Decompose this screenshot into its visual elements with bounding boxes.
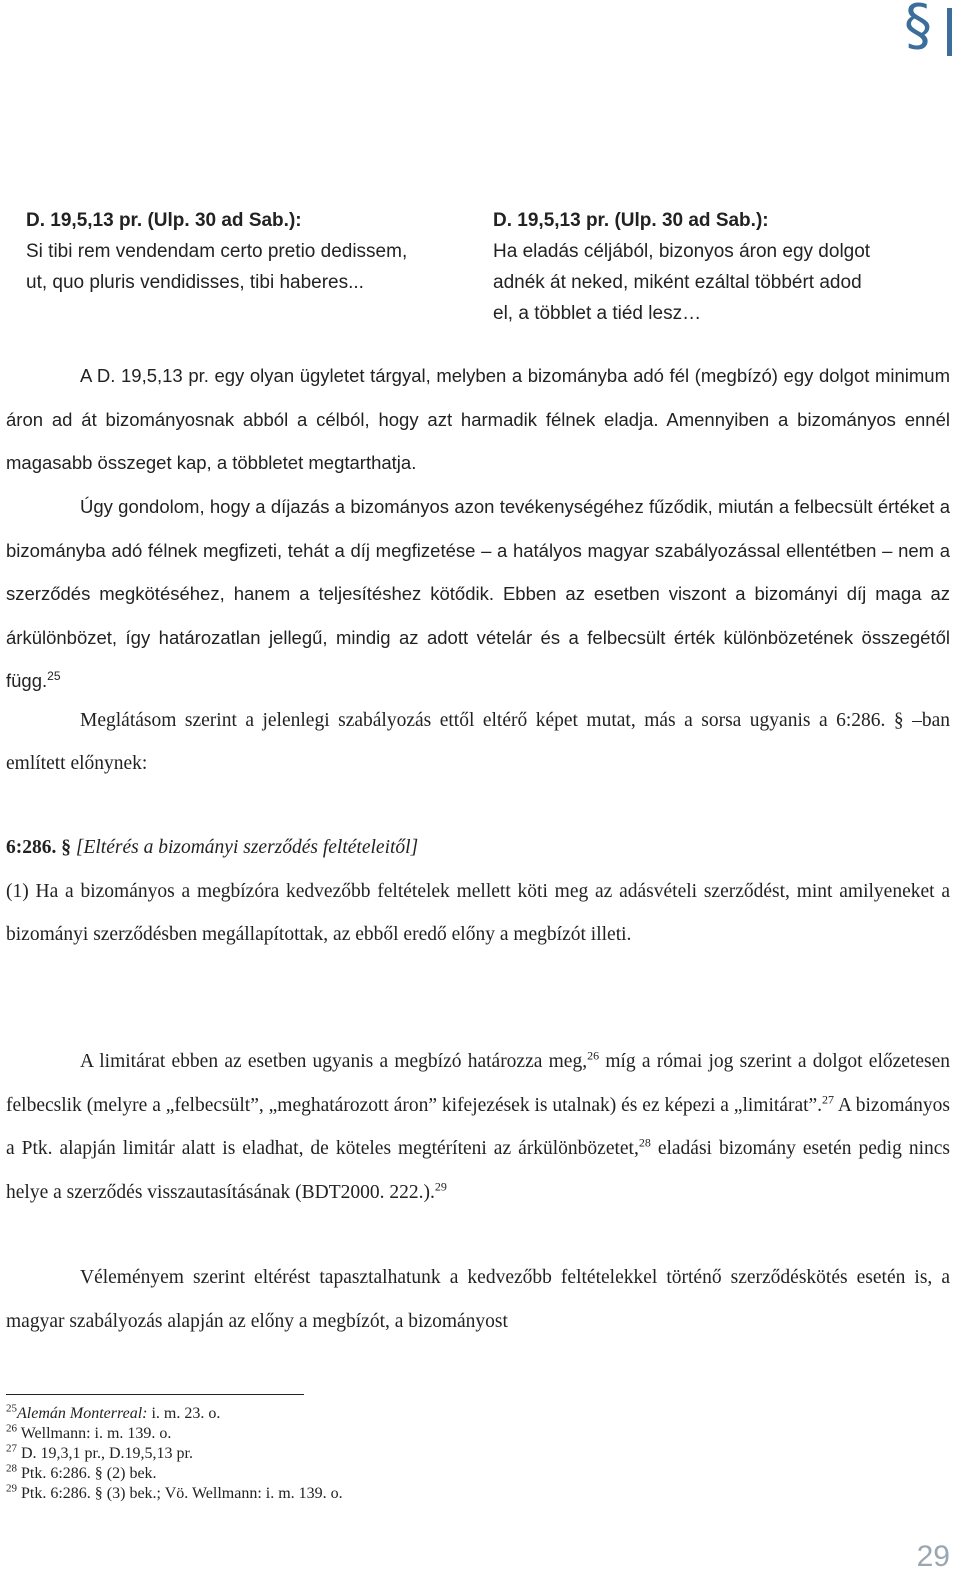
- footnote-text: Ptk. 6:286. § (2) bek.: [21, 1465, 157, 1482]
- footnote-separator: [6, 1394, 304, 1395]
- page-number: 29: [916, 1540, 950, 1573]
- footnote-number: 28: [6, 1462, 17, 1475]
- footnotes: [6, 1404, 343, 1504]
- hungarian-quote: [493, 205, 943, 329]
- law-citation: [6, 826, 950, 957]
- law-text: (1) Ha a bizományos a megbízóra kedvezőbb feltételek mellett köti meg az adásvételi szerződést, mint amilyeneket a bizományi szerződésben megállapítottak, az ebből eredő előny a megbízót illeti.: [6, 880, 950, 945]
- footnote-text: D. 19,3,1 pr., D.19,5,13 pr.: [21, 1445, 193, 1462]
- footnote-number: 26: [6, 1422, 17, 1435]
- paragraph-4-part: A limitárat ebben az esetben ugyanis a megbízó határozza meg,: [80, 1051, 588, 1072]
- paragraph-4-part: A bizományos a Ptk. alapján limitár alatt is eladhat, de köteles megtéríteni az árkülönbözetet,: [6, 1094, 950, 1159]
- footnote-text: i. m. 23. o.: [147, 1405, 221, 1422]
- paragraph-1-text: A D. 19,5,13 pr. egy olyan ügyletet tárgyal, melyben a bizományba adó fél (megbízó) egy dolgot minimum áron ad át bizományosnak abból a célból, hogy azt harmadik félnek eladja. Amennyiben a bizományos ennél magasabb összeget kap, a többletet megtarthatja.: [6, 365, 950, 473]
- paragraph-5: [6, 1256, 950, 1343]
- footnote-item: [6, 1484, 343, 1504]
- latin-quote-line: ut, quo pluris vendidisses, tibi haberes...: [26, 272, 364, 293]
- footnote-item: [6, 1404, 343, 1424]
- hungarian-quote-heading: D. 19,5,13 pr. (Ulp. 30 ad Sab.):: [493, 210, 769, 231]
- paragraph-4-part: eladási bizomány esetén pedig nincs helye a szerződés visszautasításának (BDT2000. 222.).: [6, 1138, 950, 1203]
- footnote-item: [6, 1424, 343, 1444]
- law-number: 6:286. §: [6, 837, 71, 858]
- footnote-number: 25: [6, 1402, 17, 1415]
- footnote-text: Ptk. 6:286. § (3) bek.; Vö. Wellmann: i. m. 139. o.: [21, 1485, 343, 1502]
- paragraph-2: [6, 485, 950, 703]
- footnote-author: Alemán Monterreal:: [17, 1405, 148, 1422]
- footnote-ref-26: 26: [587, 1048, 600, 1063]
- footnote-item: [6, 1464, 343, 1484]
- law-title: [Eltérés a bizományi szerződés feltételeitől]: [75, 837, 419, 858]
- footnote-number: 27: [6, 1442, 17, 1455]
- latin-quote: [26, 205, 476, 298]
- paragraph-2-body: Úgy gondolom, hogy a díjazás a bizományos azon tevékenységéhez fűződik, miután a felbecsült értéket a bizományba adó félnek megfizeti, tehát a díj megfizetése – a hatályos magyar szabályozással ellentétben – nem a szerződés megkötéséhez, hanem a teljesítéshez kötődik. Ebben az esetben viszont a bizományi díj maga az árkülönbözet, így határozatlan jellegű, mindig az adott vételár és a felbecsült érték különbözetének összegétől függ.: [6, 496, 950, 691]
- paragraph-5-text: Véleményem szerint eltérést tapasztalhatunk a kedvezőbb feltételekkel történő szerződéskötés esetén is, a magyar szabályozás alapján az előny a megbízót, a bizományost: [6, 1267, 950, 1332]
- paragraph-2-text: [6, 485, 950, 703]
- paragraph-4: [6, 1040, 950, 1214]
- paragraph-3-text: Meglátásom szerint a jelenlegi szabályozás ettől eltérő képet mutat, más a sorsa ugyanis a 6:286. § –ban említett előnynek:: [6, 710, 950, 774]
- footnote-ref-27: 27: [822, 1092, 835, 1106]
- hungarian-quote-line: adnék át neked, miként ezáltal többért adod: [493, 272, 862, 293]
- paragraph-1: [6, 354, 950, 485]
- hungarian-quote-line: Ha eladás céljából, bizonyos áron egy dolgot: [493, 241, 871, 262]
- footnote-ref-28: 28: [638, 1135, 651, 1150]
- logo-bar: [947, 8, 952, 56]
- hungarian-quote-line: el, a többlet a tiéd lesz…: [493, 303, 702, 324]
- paragraph-3: [6, 699, 950, 785]
- section-logo: [904, 0, 952, 58]
- law-heading: [6, 826, 950, 870]
- footnote-ref-29: 29: [434, 1179, 447, 1193]
- latin-quote-line: Si tibi rem vendendam certo pretio dedissem,: [26, 241, 408, 262]
- footnote-item: [6, 1444, 343, 1464]
- footnote-number: 29: [6, 1482, 17, 1495]
- latin-quote-heading: D. 19,5,13 pr. (Ulp. 30 ad Sab.):: [26, 210, 302, 231]
- paragraph-sign-icon: §: [904, 0, 932, 58]
- paragraph-4-part: míg a római jog szerint a dolgot előzetesen felbecslik (melyre a „felbecsült”, „meghatározott áron” kifejezések is utalnak) és ez képezi a „limitárat”.: [6, 1051, 950, 1116]
- footnote-text: Wellmann: i. m. 139. o.: [20, 1425, 172, 1442]
- paragraph-4-text: [6, 1040, 950, 1214]
- footnote-ref-25: 25: [47, 668, 61, 683]
